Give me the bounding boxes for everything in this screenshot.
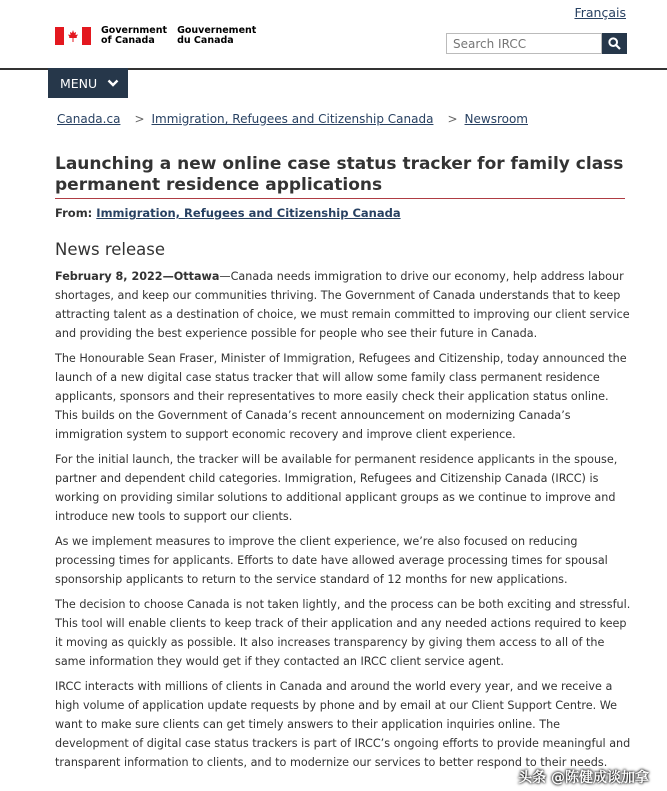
breadcrumb-link-canada[interactable]: Canada.ca [57,112,121,126]
search-icon [608,37,621,50]
from-line [55,206,401,220]
site-header [0,0,667,70]
paragraph: As we implement measures to improve the client experience, we’re also focused on reducing processing times for applicants. Efforts to date have allowed average processing times for spousal sponsorship applicants to return to the service standard of 12 months for new applications. [55,535,608,586]
search-input[interactable] [446,33,602,54]
breadcrumb-link-ircc[interactable]: Immigration, Refugees and Citizenship Canada [151,112,434,126]
chevron-down-icon [107,78,119,88]
search-button[interactable] [602,33,627,54]
search-form [446,33,627,54]
from-department-link[interactable]: Immigration, Refugees and Citizenship Canada [96,206,401,220]
watermark: 头条 @陈健成谈加拿 [518,770,649,786]
canada-flag-icon [55,27,91,45]
breadcrumb-separator: > [134,112,145,126]
paragraph: February 8, 2022—Ottawa—Canada needs immigration to drive our economy, help address labour shortages, and keep our communities thriving. The Government of Canada understands that to keep attracting talent as a destination of choice, we must remain committed to improving our client service and providing the best experience possible for people who see their future in Canada. [55,270,630,340]
government-signature[interactable] [55,26,266,46]
signature-french: Gouvernement du Canada [177,25,257,46]
breadcrumb-link-newsroom[interactable]: Newsroom [464,112,528,126]
paragraph: IRCC interacts with millions of clients in Canada and around the world every year, and we receive a high volume of application update requests by phone and by email at our Client Support Centre. We want to make sure clients can get timely answers to their application inquiries online. The development of digital case status trackers is part of IRCC’s ongoing efforts to provide meaningful and transparent information to clients, and to modernize our services to better respond to their needs. [55,680,631,769]
language-toggle-link[interactable]: Français [574,5,626,20]
article-body [55,267,633,778]
breadcrumb [57,112,528,126]
breadcrumb-separator: > [447,112,458,126]
paragraph: For the initial launch, the tracker will be available for permanent residence applicants in the spouse, partner and dependent child categories. Immigration, Refugees and Citizenship Canada (IRCC) is working on providing similar solutions to additional applicant groups as we continue to improve and introduce new tools to support our clients. [55,453,618,523]
dateline: February 8, 2022—Ottawa [55,270,220,283]
page-title: Launching a new online case status tracker for family class permanent residence applications [55,154,624,195]
menu-label: MENU [60,75,98,91]
title-divider [55,198,625,199]
menu-button[interactable] [48,68,128,98]
news-release-heading: News release [55,240,165,259]
paragraph: The decision to choose Canada is not taken lightly, and the process can be both exciting and stressful. This tool will enable clients to keep track of their application and any needed actions required to keep it moving as quickly as possible. It also increases transparency by giving them access to all of the same information they would get if they contacted an IRCC client service agent. [55,598,631,668]
signature-english: Government of Canada [101,25,168,46]
from-label: From: [55,206,93,220]
paragraph: The Honourable Sean Fraser, Minister of Immigration, Refugees and Citizenship, today announced the launch of a new digital case status tracker that will allow some family class permanent residence applicants, sponsors and their representatives to more easily check their application status online. This builds on the Government of Canada’s recent announcement on modernizing Canada’s immigration system to support economic recovery and improve client experience. [55,352,627,441]
